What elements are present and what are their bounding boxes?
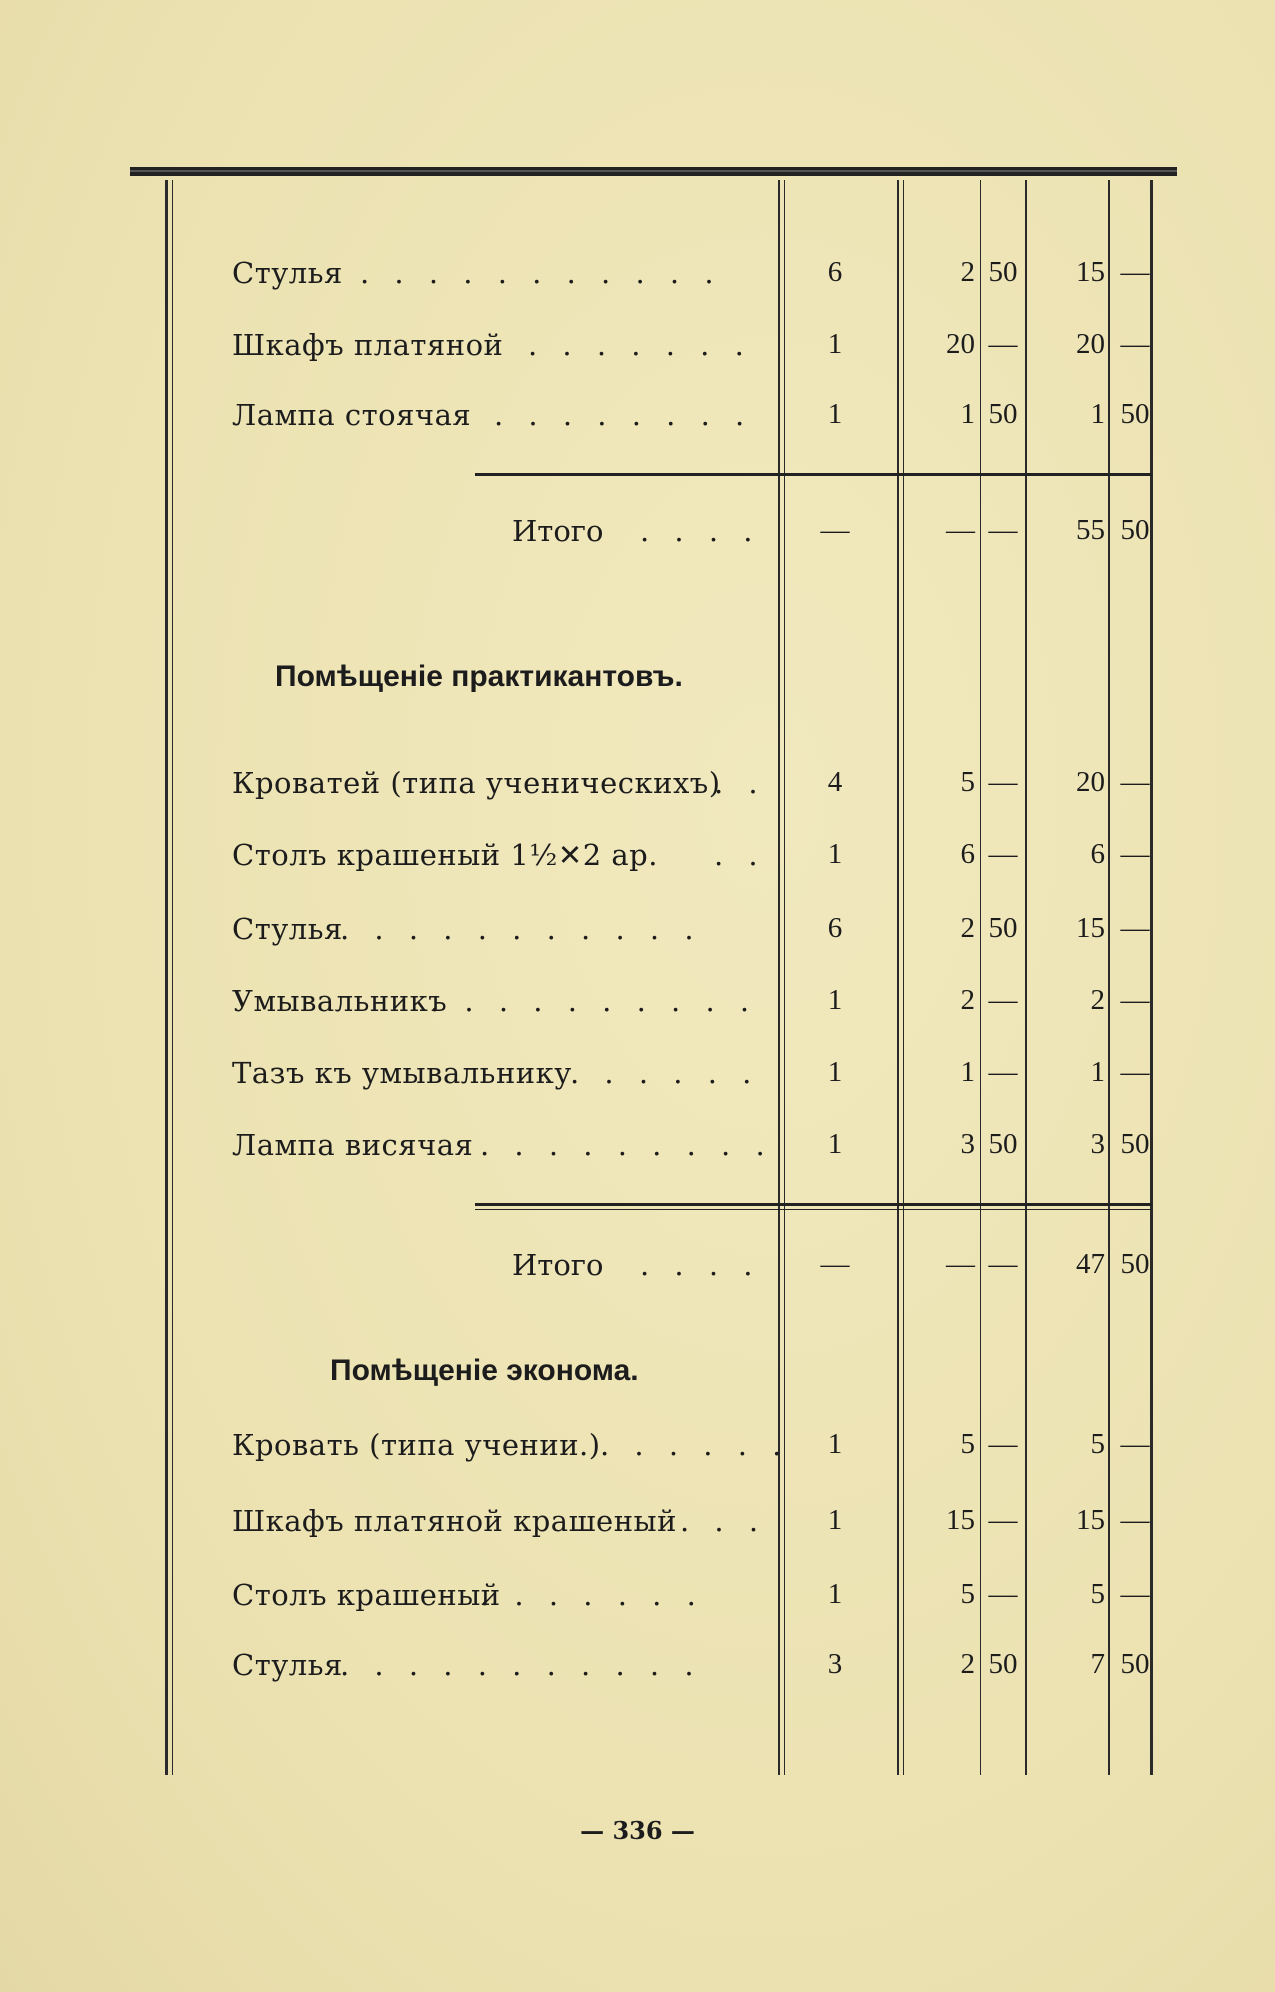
item-price-kop: —	[988, 1578, 1018, 1610]
item-price-rub: 1	[960, 1056, 975, 1088]
total-price-rub: —	[946, 1248, 975, 1280]
item-qty: 1	[827, 1428, 843, 1460]
item-qty: 3	[827, 1648, 843, 1680]
item-price-rub: 6	[960, 838, 975, 870]
item-sum-rub: 3	[1090, 1128, 1105, 1160]
total-price-kop: —	[988, 1248, 1018, 1280]
total-sum-rub: 47	[1076, 1248, 1105, 1280]
item-sum-rub: 1	[1090, 398, 1105, 430]
total-row	[0, 514, 1275, 554]
item-qty: 1	[827, 398, 843, 430]
item-price-rub: 2	[960, 1648, 975, 1680]
item-sum-kop: —	[1120, 1578, 1150, 1610]
item-name: Стулья	[232, 256, 343, 290]
item-price-kop: 50	[988, 1648, 1018, 1680]
item-price-kop: —	[988, 1428, 1018, 1460]
item-sum-kop: 50	[1120, 1648, 1150, 1680]
top-rule	[130, 167, 1177, 176]
total-sum-rub: 55	[1076, 514, 1105, 546]
item-price-rub: 5	[960, 766, 975, 798]
total-label: Итого	[512, 1248, 604, 1282]
leader-dots: . . . . . . . . .	[480, 1128, 773, 1162]
leader-dots: . .	[714, 838, 766, 872]
table-row	[0, 398, 1275, 438]
section-heading: Помѣщеніе практикантовъ.	[275, 660, 683, 693]
item-qty: 1	[827, 328, 843, 360]
leader-dots: . . . . . . .	[528, 328, 752, 362]
item-qty: 4	[827, 766, 843, 798]
subtotal-rule	[475, 473, 1152, 476]
item-name: Столъ крашеный	[232, 1578, 501, 1612]
item-price-rub: 3	[960, 1128, 975, 1160]
item-name: Кроватей (типа ученическихъ)	[232, 766, 721, 800]
table-row	[0, 1128, 1275, 1168]
item-price-kop: 50	[988, 912, 1018, 944]
item-price-kop: 50	[988, 1128, 1018, 1160]
item-name: Столъ крашеный 1½✕2 ар.	[232, 838, 658, 872]
table-row	[0, 838, 1275, 878]
item-price-kop: —	[988, 328, 1018, 360]
item-sum-kop: 50	[1120, 398, 1150, 430]
item-sum-rub: 15	[1076, 256, 1105, 288]
table-row	[0, 1648, 1275, 1688]
leader-dots: . . . . . . . . . . .	[360, 256, 722, 290]
leader-dots: . . . . . . . . . . .	[340, 1648, 702, 1682]
item-price-kop: —	[988, 984, 1018, 1016]
section-heading: Помѣщеніе эконома.	[330, 1354, 639, 1387]
item-price-kop: 50	[988, 256, 1018, 288]
item-name: Шкафъ платяной крашеный	[232, 1504, 677, 1538]
item-qty: 1	[827, 1578, 843, 1610]
item-qty: 1	[827, 1128, 843, 1160]
item-price-rub: 20	[946, 328, 975, 360]
item-sum-kop: —	[1120, 912, 1150, 944]
table-row	[0, 984, 1275, 1024]
table-row	[0, 1504, 1275, 1544]
item-qty: 1	[827, 838, 843, 870]
page-number: — 336 —	[580, 1816, 695, 1845]
subtotal-rule	[475, 1203, 1152, 1206]
item-sum-rub: 15	[1076, 1504, 1105, 1536]
leader-dots: . . . . . .	[570, 1056, 760, 1090]
leader-dots: . . . .	[640, 1248, 761, 1282]
item-sum-kop: —	[1120, 256, 1150, 288]
item-sum-kop: —	[1120, 838, 1150, 870]
item-name: Тазъ къ умывальнику	[232, 1056, 572, 1090]
total-qty: —	[820, 514, 850, 546]
total-price-kop: —	[988, 514, 1018, 546]
item-price-rub: 5	[960, 1578, 975, 1610]
table-row	[0, 328, 1275, 368]
item-sum-rub: 5	[1090, 1578, 1105, 1610]
item-price-rub: 1	[960, 398, 975, 430]
leader-dots: . . . . . . . .	[494, 398, 753, 432]
item-price-kop: 50	[988, 398, 1018, 430]
leader-dots: . .	[714, 766, 766, 800]
subtotal-rule	[475, 1209, 1152, 1210]
table-row	[0, 766, 1275, 806]
leader-dots: . . . . . . . . . .	[430, 984, 758, 1018]
item-sum-rub: 5	[1090, 1428, 1105, 1460]
item-sum-rub: 20	[1076, 328, 1105, 360]
item-name: Лампа висячая	[232, 1128, 474, 1162]
item-name: Лампа стоячая	[232, 398, 472, 432]
item-qty: 6	[827, 912, 843, 944]
item-name: Шкафъ платяной	[232, 328, 504, 362]
item-price-kop: —	[988, 766, 1018, 798]
leader-dots: . . .	[680, 1504, 767, 1538]
item-price-kop: —	[988, 1504, 1018, 1536]
table-row	[0, 912, 1275, 952]
item-sum-rub: 6	[1090, 838, 1105, 870]
leader-dots: . . . . . .	[600, 1428, 790, 1462]
item-sum-kop: —	[1120, 1428, 1150, 1460]
item-sum-kop: —	[1120, 328, 1150, 360]
item-qty: 6	[827, 256, 843, 288]
item-name: Стулья	[232, 912, 343, 946]
total-sum-kop: 50	[1120, 1248, 1150, 1280]
item-price-rub: 15	[946, 1504, 975, 1536]
total-qty: —	[820, 1248, 850, 1280]
table-row	[0, 1428, 1275, 1468]
item-price-kop: —	[988, 838, 1018, 870]
item-price-kop: —	[988, 1056, 1018, 1088]
item-price-rub: 2	[960, 984, 975, 1016]
leader-dots: . . . . . . .	[480, 1578, 704, 1612]
item-sum-kop: —	[1120, 1056, 1150, 1088]
item-qty: 1	[827, 1056, 843, 1088]
item-name: Стулья	[232, 1648, 343, 1682]
total-price-rub: —	[946, 514, 975, 546]
total-row	[0, 1248, 1275, 1288]
table-row	[0, 1578, 1275, 1618]
item-sum-kop: —	[1120, 1504, 1150, 1536]
item-sum-rub: 1	[1090, 1056, 1105, 1088]
item-sum-rub: 2	[1090, 984, 1105, 1016]
item-sum-kop: —	[1120, 766, 1150, 798]
leader-dots: . . . . . . . . . . .	[340, 912, 702, 946]
item-qty: 1	[827, 1504, 843, 1536]
leader-dots: . . . .	[640, 514, 761, 548]
item-name: Кровать (типа учении.)	[232, 1428, 601, 1462]
item-sum-kop: —	[1120, 984, 1150, 1016]
total-label: Итого	[512, 514, 604, 548]
total-sum-kop: 50	[1120, 514, 1150, 546]
item-sum-rub: 15	[1076, 912, 1105, 944]
item-name: Умывальникъ	[232, 984, 448, 1018]
item-sum-kop: 50	[1120, 1128, 1150, 1160]
item-sum-rub: 7	[1090, 1648, 1105, 1680]
table-row	[0, 1056, 1275, 1096]
item-price-rub: 2	[960, 912, 975, 944]
item-qty: 1	[827, 984, 843, 1016]
item-price-rub: 5	[960, 1428, 975, 1460]
item-sum-rub: 20	[1076, 766, 1105, 798]
table-row	[0, 256, 1275, 296]
item-price-rub: 2	[960, 256, 975, 288]
